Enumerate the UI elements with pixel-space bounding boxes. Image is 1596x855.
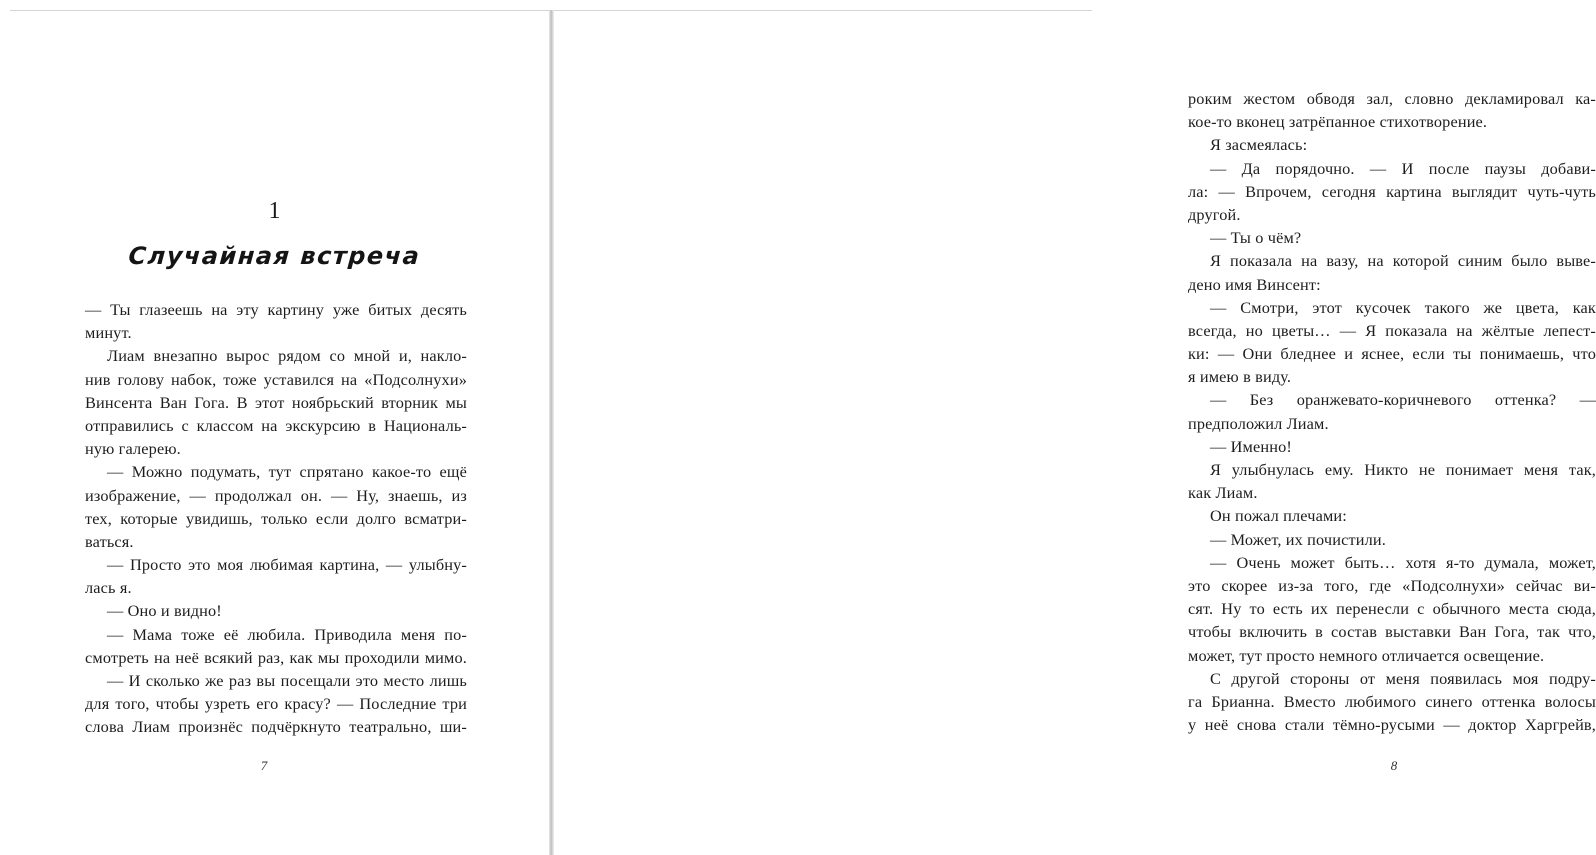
- text-line: Он пожал плечами:: [1210, 506, 1347, 526]
- text-line: другой.: [1188, 204, 1241, 224]
- text-line: как Лиам.: [1188, 483, 1258, 503]
- left-page: [0, 0, 549, 855]
- left-page-number: 7: [260, 758, 268, 773]
- text-line: слова Лиам произнёс подчёркнуто театрально, ши-: [85, 717, 467, 737]
- right-page: [554, 0, 1596, 855]
- text-line: у неё снова стали тёмно-русыми — доктор Харгрейв,: [1188, 715, 1596, 735]
- text-line: изображение, — продолжал он. — Ну, знаешь, из: [85, 485, 467, 505]
- text-line: — И сколько же раз вы посещали это место лишь: [107, 671, 467, 690]
- text-line: для того, чтобы узреть его красу? — Последние три: [85, 694, 467, 714]
- text-line: чтобы включить в состав выставки Ван Гога, так что,: [1188, 622, 1596, 642]
- text-line: всегда, но цветы… — Я показала на жёлтые лепест-: [1188, 320, 1596, 340]
- text-line: отправились с классом на экскурсию в Националь-: [85, 415, 467, 435]
- text-line: — Может, их почистили.: [1210, 529, 1386, 549]
- text-line: ную галерею.: [85, 439, 181, 459]
- text-line: Я засмеялась:: [1210, 135, 1308, 155]
- left-page-body-text: [85, 298, 467, 739]
- text-line: Винсента Ван Гога. В этот ноябрьский вторник мы: [85, 392, 467, 412]
- text-line: тех, которые увидишь, только если долго всматри-: [85, 508, 467, 528]
- text-line: роким жестом обводя зал, словно декламировал ка-: [1188, 89, 1596, 108]
- text-line: — Именно!: [1210, 436, 1292, 456]
- right-page-number: 8: [1390, 758, 1398, 773]
- text-line: смотреть на неё всякий раз, как мы проходили мимо.: [85, 647, 467, 667]
- text-line: С другой стороны от меня появилась моя подру-: [1210, 668, 1596, 688]
- text-line: Я показала на вазу, на которой синим было выве-: [1210, 251, 1596, 271]
- text-line: я имею в виду.: [1188, 367, 1292, 387]
- text-line: минут.: [85, 323, 132, 343]
- text-line: дено имя Винсент:: [1188, 274, 1321, 294]
- text-line: — Ты глазеешь на эту картину уже битых десять: [85, 300, 467, 319]
- chapter-title: Случайная встреча: [127, 242, 422, 270]
- text-line: — Просто это моя любимая картина, — улыбну-: [107, 555, 467, 575]
- text-line: — Можно подумать, тут спрятано какое-то ещё: [107, 462, 467, 482]
- text-line: — Мама тоже её любила. Приводила меня по-: [107, 624, 467, 644]
- right-page-body-text: [1188, 87, 1596, 736]
- text-line: ваться.: [85, 531, 134, 551]
- text-line: — Оно и видно!: [107, 601, 222, 621]
- text-line: может, тут просто немного отличается освещение.: [1188, 645, 1545, 665]
- text-line: ки: — Они бледнее и яснее, если ты понимаешь, что: [1188, 344, 1596, 364]
- text-line: — Ты о чём?: [1210, 228, 1302, 248]
- text-line: ла: — Впрочем, сегодня картина выглядит чуть-чуть: [1188, 181, 1596, 201]
- text-line: это скорее из-за того, где «Подсолнухи» сейчас ви-: [1188, 575, 1596, 595]
- text-line: сят. Ну то есть их перенесли с обычного места сюда,: [1188, 599, 1596, 619]
- text-line: га Брианна. Вместо любимого синего оттенка волосы: [1188, 691, 1596, 711]
- text-line: — Да порядочно. — И после паузы добави-: [1210, 158, 1596, 178]
- text-line: предположил Лиам.: [1188, 413, 1329, 433]
- text-line: нив голову набок, тоже уставился на «Подсолнухи»: [85, 369, 467, 389]
- text-line: Я улыбнулась ему. Никто не понимает меня так,: [1210, 460, 1596, 479]
- text-line: Лиам внезапно вырос рядом со мной и, накло-: [107, 346, 467, 366]
- chapter-number: 1: [268, 198, 281, 224]
- text-line: — Без оранжевато-коричневого оттенка? —: [1210, 390, 1596, 410]
- text-line: — Смотри, этот кусочек такого же цвета, как: [1210, 297, 1596, 317]
- text-line: кое-то вконец затрёпанное стихотворение.: [1188, 112, 1488, 132]
- text-line: — Очень может быть… хотя я-то думала, может,: [1210, 552, 1596, 572]
- text-line: лась я.: [85, 578, 132, 598]
